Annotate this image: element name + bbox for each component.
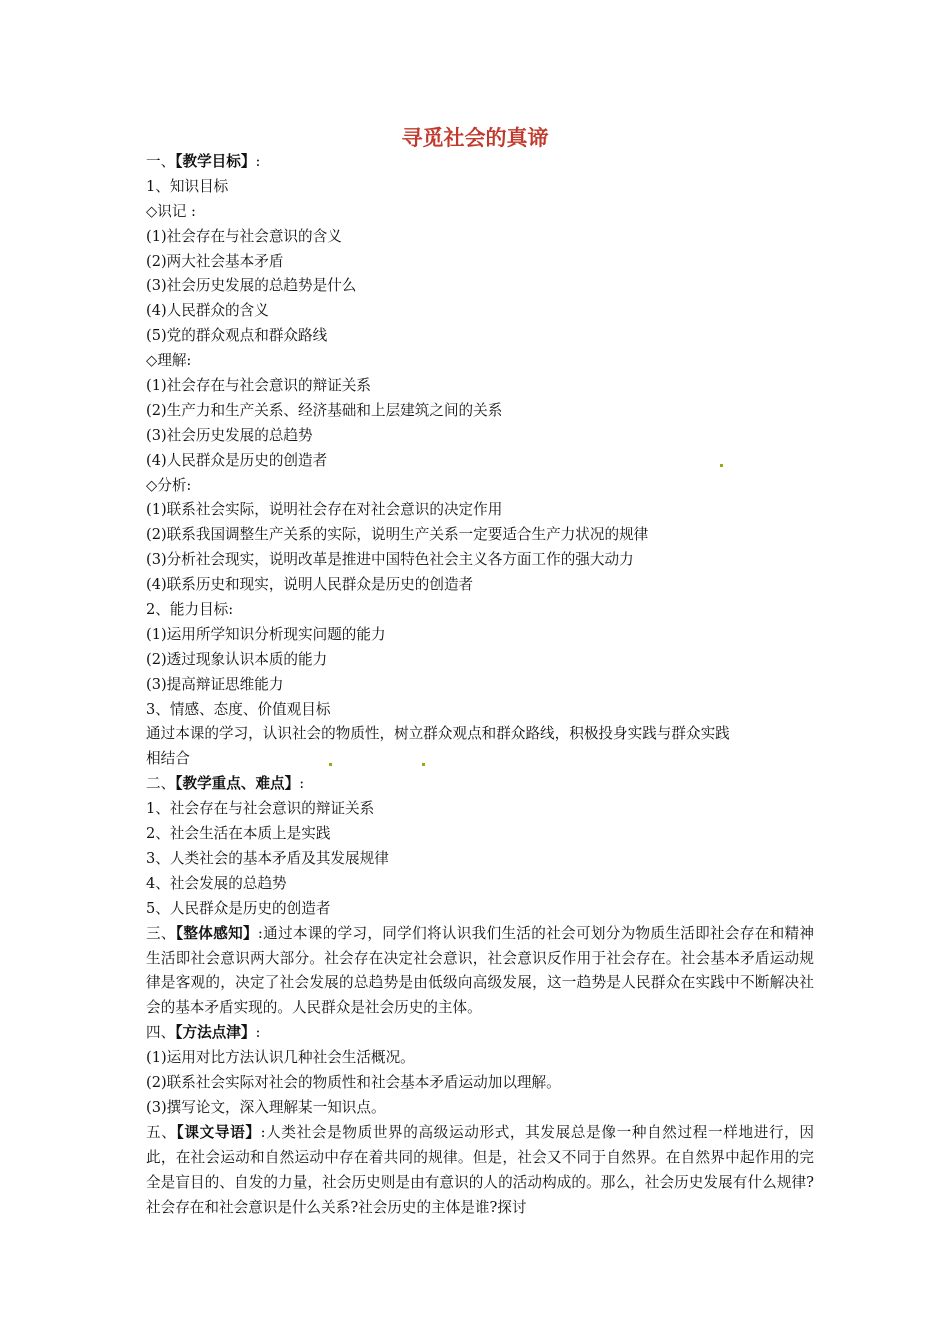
stray-mark [329, 763, 332, 766]
text-line: (2)联系社会实际对社会的物质性和社会基本矛盾运动加以理解。 [146, 1074, 561, 1092]
text-line: 3、情感、态度、价值观目标 [146, 700, 331, 718]
stray-mark [720, 464, 723, 467]
section-number: 三、 [146, 924, 176, 942]
text-line: (3)社会历史发展的总趋势 [146, 426, 313, 444]
document-body [146, 150, 814, 1220]
section-label: 【整体感知】 [175, 924, 258, 942]
text-line: ◇理解: [146, 352, 192, 370]
text-line: (1)社会存在与社会意识的含义 [146, 227, 342, 245]
paragraph-overall-perception [146, 922, 814, 1022]
text-line: (2)联系我国调整生产关系的实际，说明生产关系一定要适合生产力状况的规律 [146, 526, 649, 544]
text-line: (4)联系历史和现实，说明人民群众是历史的创造者 [146, 576, 474, 594]
text-line: (3)提高辩证思维能力 [146, 675, 284, 693]
paragraph-lesson-intro [146, 1121, 814, 1221]
section-number: 二、 [146, 775, 176, 793]
text-line: (3)撰写论文，深入理解某一知识点。 [146, 1098, 386, 1116]
section-label: 【教学目标】 [175, 153, 256, 170]
text-line: (1)运用所学知识分析现实问题的能力 [146, 625, 386, 643]
text-line: 5、人民群众是历史的创造者 [146, 899, 331, 917]
section-heading-key-points [146, 772, 814, 797]
text-line: 4、社会发展的总趋势 [146, 874, 287, 892]
section-label: 【教学重点、难点】 [175, 775, 300, 793]
section-heading-methods [146, 1021, 814, 1046]
paragraph-text: :通过本课的学习，同学们将认识我们生活的社会可划分为物质生活即社会存在和精神生活即社会意识两大部分。社会存在决定社会意识，社会意识反作用于社会存在。社会基本矛盾运动规律是客观的，决定了社会发展的总趋势是由低级向高级发展，这一趋势是人民群众在实践中不断解决社会的基本矛盾实现的。人民群众是社会历史的主体。 [146, 924, 814, 1017]
section-colon: : [299, 775, 305, 793]
document-title: 寻觅社会的真谛 [401, 126, 549, 150]
text-line: (2)生产力和生产关系、经济基础和上层建筑之间的关系 [146, 401, 503, 419]
section-colon: : [255, 1024, 261, 1042]
text-line: ◇分析: [146, 476, 192, 494]
text-line: 1、社会存在与社会意识的辩证关系 [146, 800, 375, 818]
text-line: (1)联系社会实际，说明社会存在对社会意识的决定作用 [146, 501, 503, 519]
paragraph-text: :人类社会是物质世界的高级运动形式，其发展总是像一种自然过程一样地进行，因此，在社会运动和自然运动中存在着共同的规律。但是，社会又不同于自然界。在自然界中起作用的完全是盲目的、自发的力量，社会历史则是由有意识的人的活动构成的。那么，社会历史发展有什么规律?社会存在和社会意识是什么关系?社会历史的主体是谁?探讨 [146, 1123, 815, 1216]
text-line: (3)社会历史发展的总趋势是什么 [146, 277, 357, 295]
text-line: (4)人民群众是历史的创造者 [146, 451, 328, 469]
stray-mark [422, 763, 425, 766]
text-line: 2、社会生活在本质上是实践 [146, 825, 331, 843]
section-label: 【课文导语】 [176, 1123, 261, 1141]
text-line: (2)透过现象认识本质的能力 [146, 650, 328, 668]
text-line: (5)党的群众观点和群众路线 [146, 327, 328, 345]
section-label: 【方法点津】 [175, 1024, 256, 1042]
section-number: 五、 [146, 1123, 177, 1141]
text-line: (2)两大社会基本矛盾 [146, 252, 284, 270]
text-line: 3、人类社会的基本矛盾及其发展规律 [146, 849, 389, 867]
text-line: 1、知识目标 [146, 177, 229, 195]
section-heading-teaching-goals [146, 150, 814, 175]
section-number: 一、 [146, 153, 176, 170]
section-number: 四、 [146, 1024, 176, 1042]
section-colon: : [255, 153, 261, 170]
text-line: (3)分析社会现实，说明改革是推进中国特色社会主义各方面工作的强大动力 [146, 551, 634, 569]
text-line: 相结合 [146, 750, 190, 768]
text-line: (1)社会存在与社会意识的辩证关系 [146, 377, 371, 395]
text-line: ◇识记 : [146, 202, 196, 220]
text-line: (4)人民群众的含义 [146, 302, 269, 320]
text-line: 通过本课的学习，认识社会的物质性，树立群众观点和群众路线，积极投身实践与群众实践 [146, 725, 730, 743]
text-line: (1)运用对比方法认识几种社会生活概况。 [146, 1049, 415, 1067]
text-line: 2、能力目标: [146, 601, 234, 619]
